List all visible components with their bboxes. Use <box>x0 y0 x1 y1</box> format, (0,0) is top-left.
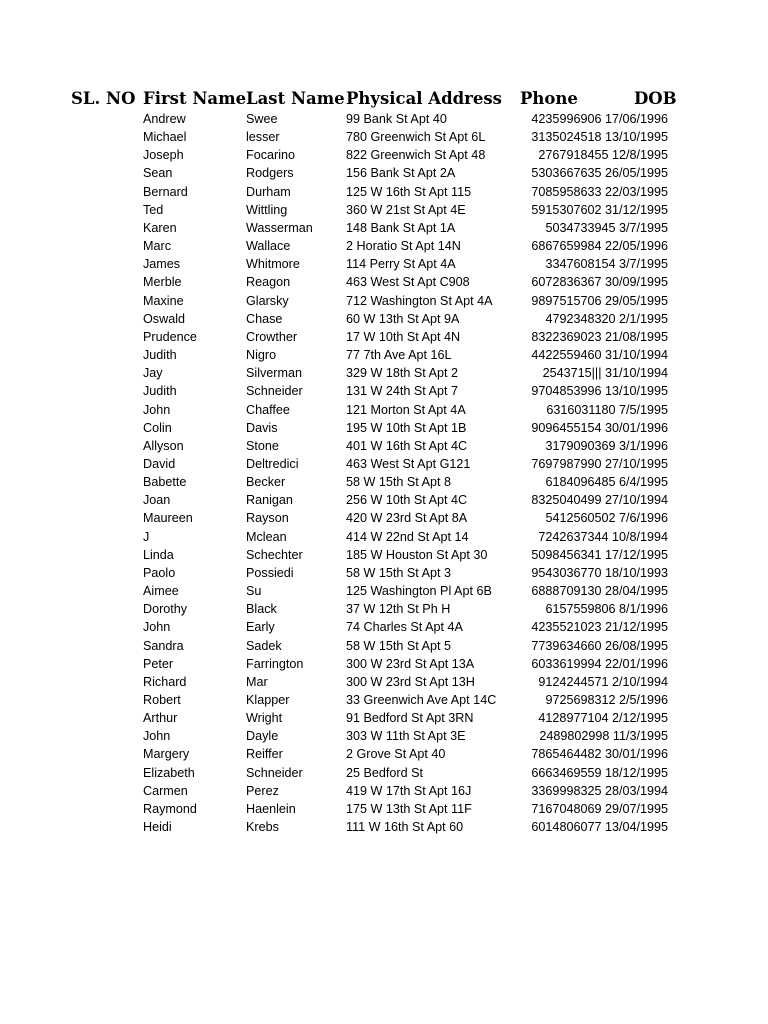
table-row <box>0 183 768 201</box>
cell-last-name: Klapper <box>246 693 290 707</box>
cell-first-name: Babette <box>143 475 187 490</box>
cell-last-name: Nigro <box>246 348 277 363</box>
cell-physical-address: 401 W 16th St Apt 4C <box>346 438 468 453</box>
cell-physical-address: 300 W 23rd St Apt 13A <box>346 656 475 671</box>
cell-first-name: Carmen <box>143 783 188 798</box>
cell-first-name: Robert <box>143 693 181 707</box>
cell-phone-dob: 9096455154 30/01/1996 <box>531 420 668 435</box>
table-row <box>0 437 768 455</box>
header-first-name: First Name <box>143 89 247 108</box>
cell-physical-address: 111 W 16th St Apt 60 <box>346 820 464 835</box>
cell-last-name: Black <box>246 602 277 617</box>
cell-physical-address: 414 W 22nd St Apt 14 <box>346 529 469 544</box>
cell-physical-address: 74 Charles St Apt 4A <box>346 620 463 635</box>
header-last-name: Last Name <box>246 89 345 108</box>
cell-phone-dob: 5034733945 3/7/1995 <box>545 220 668 235</box>
cell-phone-dob: 4128977104 2/12/1995 <box>538 711 668 726</box>
cell-physical-address: 2 Horatio St Apt 14N <box>346 239 461 254</box>
cell-physical-address: 33 Greenwich Ave Apt 14C <box>346 693 497 707</box>
cell-physical-address: 303 W 11th St Apt 3E <box>346 729 466 744</box>
cell-first-name: James <box>143 257 181 272</box>
cell-physical-address: 77 7th Ave Apt 16L <box>346 348 452 363</box>
cell-last-name: Whitmore <box>246 257 300 272</box>
header-phone: Phone <box>520 89 578 108</box>
cell-first-name: Ted <box>143 202 164 217</box>
cell-phone-dob: 4235996906 17/06/1996 <box>531 112 668 126</box>
table-row <box>0 273 768 291</box>
cell-phone-dob: 7865464482 30/01/1996 <box>531 747 668 762</box>
cell-physical-address: 25 Bedford St <box>346 765 424 780</box>
table-row <box>0 818 768 836</box>
table-row <box>0 164 768 182</box>
cell-last-name: Perez <box>246 783 279 798</box>
cell-phone-dob: 5412560502 7/6/1996 <box>545 511 668 526</box>
cell-phone-dob: 4422559460 31/10/1994 <box>531 348 668 363</box>
cell-phone-dob: 9543036770 18/10/1993 <box>531 565 668 580</box>
cell-phone-dob: 2489802998 11/3/1995 <box>539 729 668 744</box>
cell-first-name: Linda <box>143 547 174 562</box>
cell-phone-dob: 4235521023 21/12/1995 <box>531 620 668 635</box>
cell-last-name: Su <box>246 584 262 599</box>
table-row <box>0 564 768 582</box>
cell-phone-dob: 5098456341 17/12/1995 <box>531 547 668 562</box>
cell-phone-dob: 3369998325 28/03/1994 <box>531 783 668 798</box>
cell-phone-dob: 9897515706 29/05/1995 <box>531 293 668 308</box>
table-row <box>0 546 768 564</box>
cell-phone-dob: 2767918455 12/8/1995 <box>538 148 668 163</box>
header-dob: DOB <box>634 89 677 108</box>
cell-phone-dob: 7242637344 10/8/1994 <box>538 529 668 544</box>
cell-physical-address: 156 Bank St Apt 2A <box>346 166 456 181</box>
cell-first-name: Dorothy <box>143 602 188 617</box>
table-row <box>0 419 768 437</box>
table-row <box>0 310 768 328</box>
cell-phone-dob: 2543715||| 31/10/1994 <box>542 366 668 381</box>
cell-physical-address: 329 W 18th St Apt 2 <box>346 366 459 381</box>
cell-physical-address: 114 Perry St Apt 4A <box>346 257 456 272</box>
cell-physical-address: 360 W 21st St Apt 4E <box>346 202 466 217</box>
cell-first-name: David <box>143 456 176 471</box>
cell-phone-dob: 8325040499 27/10/1994 <box>531 493 668 508</box>
table-row <box>0 764 768 782</box>
cell-phone-dob: 5915307602 31/12/1995 <box>531 202 668 217</box>
cell-physical-address: 175 W 13th St Apt 11F <box>346 801 472 816</box>
cell-last-name: Crowther <box>246 329 298 344</box>
cell-first-name: John <box>143 729 171 744</box>
cell-last-name: Davis <box>246 420 278 435</box>
table-row <box>0 600 768 618</box>
cell-first-name: Jay <box>143 366 163 381</box>
cell-physical-address: 420 W 23rd St Apt 8A <box>346 511 468 526</box>
table-row <box>0 800 768 818</box>
cell-last-name: Rayson <box>246 511 289 526</box>
cell-phone-dob: 6184096485 6/4/1995 <box>545 475 668 490</box>
table-row <box>0 637 768 655</box>
cell-last-name: Ranigan <box>246 493 293 508</box>
cell-last-name: Reiffer <box>246 747 283 762</box>
cell-last-name: Chase <box>246 311 283 326</box>
cell-phone-dob: 7167048069 29/07/1995 <box>531 801 668 816</box>
cell-last-name: Chaffee <box>246 402 290 417</box>
table-row <box>0 455 768 473</box>
table-row <box>0 219 768 237</box>
cell-last-name: Schneider <box>246 384 303 399</box>
cell-first-name: Arthur <box>143 711 178 726</box>
cell-first-name: Maxine <box>143 293 184 308</box>
cell-phone-dob: 9725698312 2/5/1996 <box>545 693 668 707</box>
cell-first-name: Oswald <box>143 311 185 326</box>
table-row <box>0 473 768 491</box>
cell-first-name: Richard <box>143 674 187 689</box>
cell-last-name: Silverman <box>246 366 302 381</box>
table-row <box>0 382 768 400</box>
cell-physical-address: 60 W 13th St Apt 9A <box>346 311 460 326</box>
cell-physical-address: 125 W 16th St Apt 115 <box>346 184 472 199</box>
cell-physical-address: 91 Bedford St Apt 3RN <box>346 711 474 726</box>
cell-phone-dob: 9124244571 2/10/1994 <box>538 674 668 689</box>
cell-physical-address: 121 Morton St Apt 4A <box>346 402 466 417</box>
cell-first-name: J <box>143 529 150 544</box>
table-row <box>0 691 768 709</box>
cell-physical-address: 419 W 17th St Apt 16J <box>346 783 472 798</box>
cell-first-name: Sandra <box>143 638 184 653</box>
cell-first-name: Merble <box>143 275 182 290</box>
cell-phone-dob: 6033619994 22/01/1996 <box>531 656 668 671</box>
cell-last-name: Sadek <box>246 638 282 653</box>
table-row <box>0 655 768 673</box>
cell-last-name: Rodgers <box>246 166 294 181</box>
cell-last-name: Mclean <box>246 529 287 544</box>
cell-phone-dob: 3347608154 3/7/1995 <box>545 257 668 272</box>
cell-last-name: Mar <box>246 674 268 689</box>
cell-phone-dob: 6157559806 8/1/1996 <box>545 602 668 617</box>
cell-phone-dob: 6888709130 28/04/1995 <box>531 584 668 599</box>
cell-physical-address: 99 Bank St Apt 40 <box>346 112 447 126</box>
cell-physical-address: 125 Washington Pl Apt 6B <box>346 584 492 599</box>
cell-last-name: Dayle <box>246 729 279 744</box>
cell-last-name: Haenlein <box>246 801 296 816</box>
cell-first-name: Bernard <box>143 184 188 199</box>
cell-physical-address: 58 W 15th St Apt 5 <box>346 638 452 653</box>
cell-last-name: Focarino <box>246 148 295 163</box>
cell-first-name: Judith <box>143 348 177 363</box>
cell-phone-dob: 3179090369 3/1/1996 <box>545 438 668 453</box>
cell-last-name: Wittling <box>246 202 288 217</box>
table-row <box>0 255 768 273</box>
table-row <box>0 727 768 745</box>
cell-physical-address: 463 West St Apt G121 <box>346 456 471 471</box>
cell-physical-address: 37 W 12th St Ph H <box>346 602 451 617</box>
cell-physical-address: 131 W 24th St Apt 7 <box>346 384 459 399</box>
cell-phone-dob: 6867659984 22/05/1996 <box>531 239 668 254</box>
cell-physical-address: 58 W 15th St Apt 8 <box>346 475 452 490</box>
cell-first-name: Paolo <box>143 565 176 580</box>
table-row <box>0 128 768 146</box>
cell-phone-dob: 8322369023 21/08/1995 <box>531 329 668 344</box>
cell-phone-dob: 9704853996 13/10/1995 <box>531 384 668 399</box>
cell-physical-address: 185 W Houston St Apt 30 <box>346 547 488 562</box>
cell-first-name: Joan <box>143 493 171 508</box>
cell-phone-dob: 7739634660 26/08/1995 <box>531 638 668 653</box>
cell-last-name: Durham <box>246 184 291 199</box>
table-row <box>0 201 768 219</box>
cell-physical-address: 17 W 10th St Apt 4N <box>346 329 461 344</box>
cell-first-name: Marc <box>143 239 171 254</box>
cell-last-name: Early <box>246 620 275 635</box>
cell-last-name: Becker <box>246 475 286 490</box>
table-row <box>0 745 768 763</box>
table-row <box>0 292 768 310</box>
cell-first-name: Colin <box>143 420 172 435</box>
cell-first-name: Raymond <box>143 801 197 816</box>
table-row <box>0 401 768 419</box>
cell-last-name: Wasserman <box>246 220 313 235</box>
table-row <box>0 110 768 128</box>
cell-last-name: Schechter <box>246 547 303 562</box>
cell-last-name: Possiedi <box>246 565 294 580</box>
cell-first-name: Judith <box>143 384 177 399</box>
cell-first-name: John <box>143 620 171 635</box>
cell-physical-address: 463 West St Apt C908 <box>346 275 470 290</box>
cell-last-name: Krebs <box>246 820 279 835</box>
table-row <box>0 346 768 364</box>
table-row <box>0 237 768 255</box>
header-physical-address: Physical Address <box>346 89 502 108</box>
table-row <box>0 328 768 346</box>
cell-phone-dob: 6663469559 18/12/1995 <box>531 765 668 780</box>
table-row <box>0 528 768 546</box>
cell-last-name: Stone <box>246 438 279 453</box>
cell-last-name: Deltredici <box>246 456 299 471</box>
cell-physical-address: 300 W 23rd St Apt 13H <box>346 674 475 689</box>
cell-first-name: Andrew <box>143 112 186 126</box>
cell-first-name: Karen <box>143 220 177 235</box>
cell-first-name: Joseph <box>143 148 184 163</box>
cell-physical-address: 780 Greenwich St Apt 6L <box>346 130 486 145</box>
table-row <box>0 618 768 636</box>
cell-physical-address: 822 Greenwich St Apt 48 <box>346 148 486 163</box>
table-row <box>0 709 768 727</box>
cell-first-name: Sean <box>143 166 173 181</box>
cell-first-name: Allyson <box>143 438 184 453</box>
cell-first-name: Aimee <box>143 584 179 599</box>
table-row <box>0 146 768 164</box>
cell-last-name: Schneider <box>246 765 303 780</box>
cell-phone-dob: 6072836367 30/09/1995 <box>531 275 668 290</box>
cell-physical-address: 256 W 10th St Apt 4C <box>346 493 468 508</box>
cell-last-name: Farrington <box>246 656 304 671</box>
cell-last-name: Reagon <box>246 275 291 290</box>
cell-physical-address: 148 Bank St Apt 1A <box>346 220 456 235</box>
cell-first-name: John <box>143 402 171 417</box>
table-row <box>0 491 768 509</box>
cell-first-name: Peter <box>143 656 174 671</box>
cell-first-name: Maureen <box>143 511 193 526</box>
cell-first-name: Elizabeth <box>143 765 195 780</box>
cell-last-name: Swee <box>246 112 278 126</box>
cell-phone-dob: 6014806077 13/04/1995 <box>531 820 668 835</box>
cell-phone-dob: 6316031180 7/5/1995 <box>546 402 668 417</box>
cell-first-name: Prudence <box>143 329 197 344</box>
header-sl-no: SL. NO <box>71 89 136 108</box>
data-rows <box>0 110 768 836</box>
cell-first-name: Margery <box>143 747 190 762</box>
table-row <box>0 509 768 527</box>
cell-phone-dob: 5303667635 26/05/1995 <box>531 166 668 181</box>
cell-first-name: Michael <box>143 130 187 145</box>
table-row <box>0 582 768 600</box>
cell-phone-dob: 7697987990 27/10/1995 <box>531 456 668 471</box>
cell-last-name: Wright <box>246 711 283 726</box>
table-row <box>0 782 768 800</box>
cell-phone-dob: 4792348320 2/1/1995 <box>545 311 668 326</box>
cell-phone-dob: 7085958633 22/03/1995 <box>531 184 668 199</box>
cell-last-name: Wallace <box>246 239 291 254</box>
table-row <box>0 673 768 691</box>
cell-first-name: Heidi <box>143 820 172 835</box>
cell-phone-dob: 3135024518 13/10/1995 <box>531 130 668 145</box>
cell-physical-address: 195 W 10th St Apt 1B <box>346 420 467 435</box>
cell-physical-address: 58 W 15th St Apt 3 <box>346 565 452 580</box>
table-row <box>0 364 768 382</box>
cell-physical-address: 712 Washington St Apt 4A <box>346 293 493 308</box>
cell-physical-address: 2 Grove St Apt 40 <box>346 747 446 762</box>
cell-last-name: Glarsky <box>246 293 289 308</box>
cell-last-name: lesser <box>246 130 280 145</box>
